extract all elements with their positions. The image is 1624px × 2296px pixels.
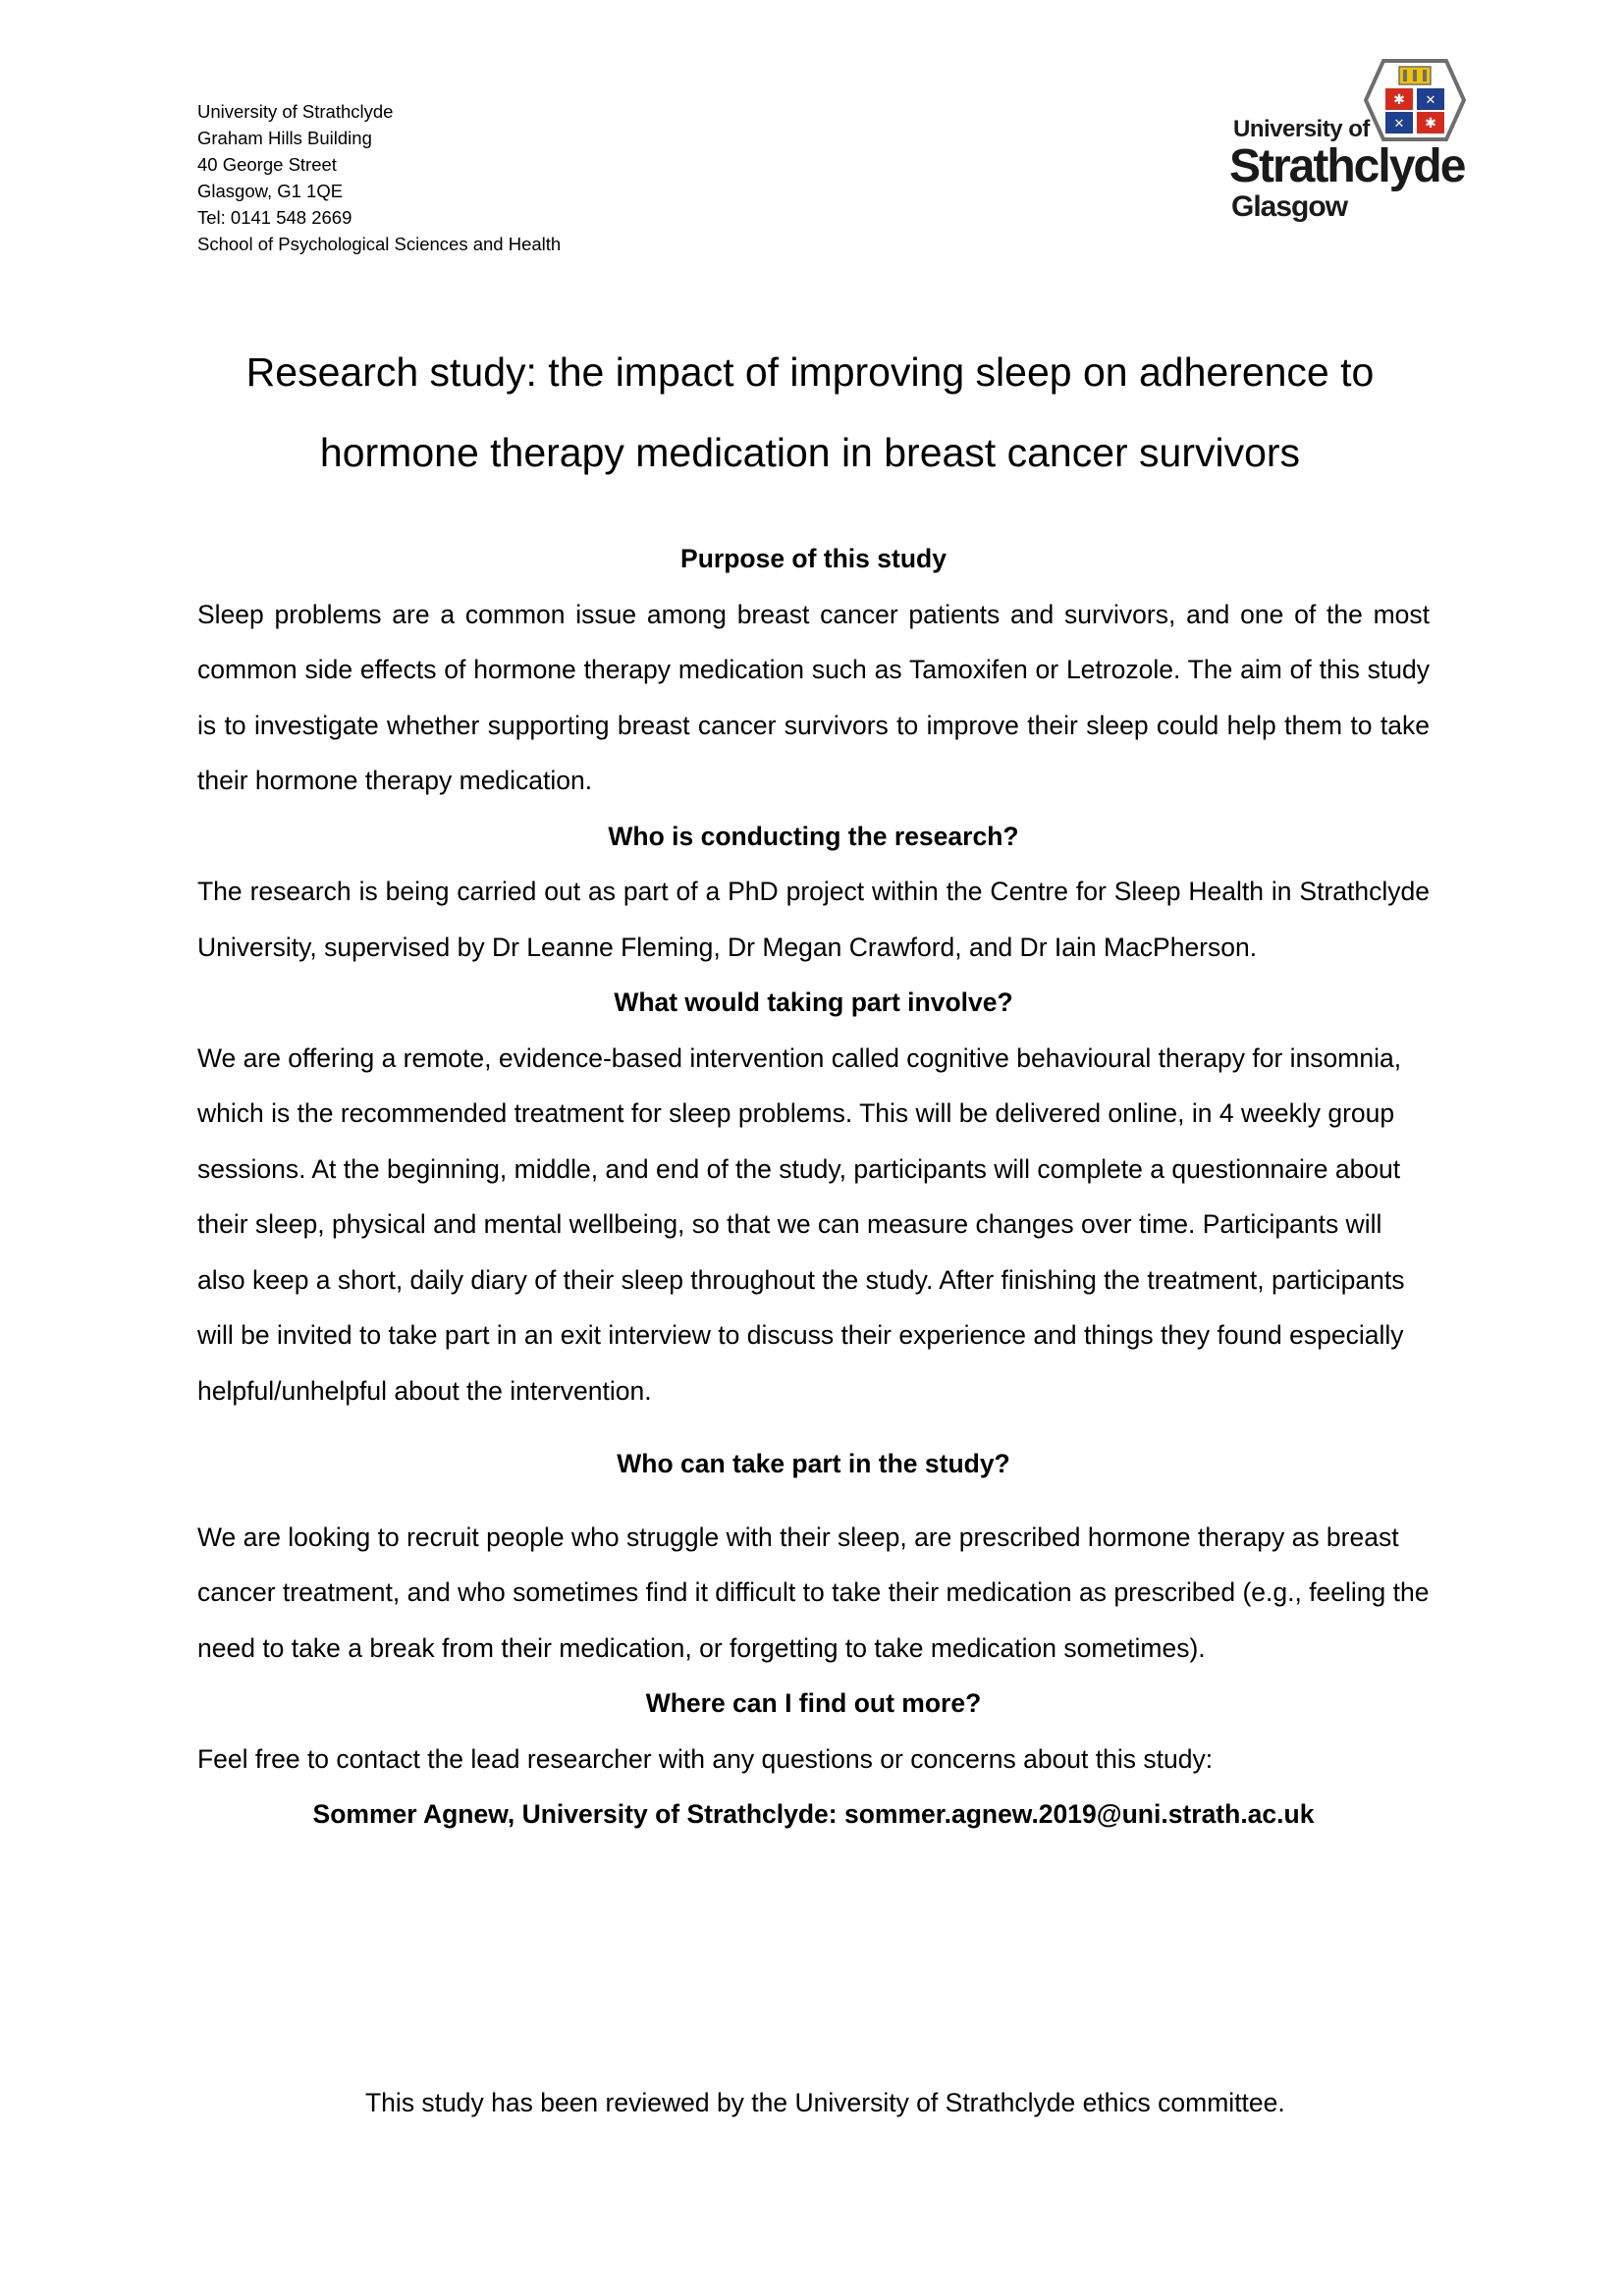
section-heading-find-more: Where can I find out more? bbox=[645, 1688, 982, 1718]
section-heading-eligibility: Who can take part in the study? bbox=[617, 1449, 1010, 1478]
logo-wordmark bbox=[1229, 118, 1464, 222]
svg-text:✕: ✕ bbox=[1425, 93, 1436, 108]
document-title bbox=[196, 332, 1424, 493]
address-line: Graham Hills Building bbox=[197, 128, 372, 148]
section-body-eligibility: We are looking to recruit people who struggle with their sleep, are prescribed hormone therapy as breast cancer treatment, and who sometimes find it difficult to take their medication as prescribed (e.g., feeling the need to take a break from their medication, or forgetting to take medication sometimes). bbox=[197, 1522, 1430, 1663]
researcher-contact: Sommer Agnew, University of Strathclyde: sommer.agnew.2019@uni.strath.ac.uk bbox=[312, 1799, 1315, 1829]
svg-text:✱: ✱ bbox=[1425, 116, 1436, 132]
address-line: 40 George Street bbox=[197, 154, 337, 175]
svg-text:✕: ✕ bbox=[1393, 117, 1405, 132]
university-logo bbox=[1229, 57, 1465, 234]
ethics-statement: This study has been reviewed by the University of Strathclyde ethics committee. bbox=[365, 2088, 1285, 2117]
title-line: hormone therapy medication in breast cancer survivors bbox=[319, 430, 1301, 475]
address-phone: Tel: 0141 548 2669 bbox=[197, 207, 352, 228]
section-heading-purpose: Purpose of this study bbox=[680, 544, 947, 573]
address-school: School of Psychological Sciences and Health bbox=[197, 234, 562, 254]
sender-address bbox=[197, 98, 561, 257]
address-line: University of Strathclyde bbox=[197, 101, 394, 122]
logo-line: University of bbox=[1233, 116, 1370, 142]
section-body-purpose: Sleep problems are a common issue among breast cancer patients and survivors, and one of the most common side effects of hormone therapy medication such as Tamoxifen or Letrozole. The aim of this study is to investigate whether supporting breast cancer survivors to improve their sleep could help them to take their hormone therapy medication. bbox=[197, 599, 1430, 795]
section-body-conducting: The research is being carried out as part of a PhD project within the Centre for Sleep Health in Strathclyde University, supervised by Dr Leanne Fleming, Dr Megan Crawford, and Dr Iain MacPherson. bbox=[197, 877, 1430, 962]
title-line: Research study: the impact of improving sleep on adherence to bbox=[245, 349, 1375, 395]
document-body bbox=[197, 531, 1430, 1842]
logo-line: Strathclyde bbox=[1229, 140, 1465, 192]
section-heading-involve: What would taking part involve? bbox=[614, 988, 1013, 1017]
logo-line: Glasgow bbox=[1231, 190, 1348, 223]
svg-text:✱: ✱ bbox=[1393, 92, 1405, 108]
section-body-find-more: Feel free to contact the lead researcher with any questions or concerns about this study: bbox=[197, 1743, 1214, 1774]
section-body-involve: We are offering a remote, evidence-based intervention called cognitive behavioural therapy for insomnia, which is the recommended treatment for sleep problems. This will be delivered online, in 4 weekly group sessions. At the beginning, middle, and end of the study, participants will complete a questionnaire about their sleep, physical and mental wellbeing, so that we can measure changes over time. Participants will also keep a short, daily diary of their sleep throughout the study. After finishing the treatment, participants will be invited to take part in an exit interview to discuss their experience and things they found especially helpful/unhelpful about the intervention. bbox=[197, 1042, 1405, 1406]
section-heading-conducting: Who is conducting the research? bbox=[608, 821, 1019, 851]
address-line: Glasgow, G1 1QE bbox=[197, 181, 344, 201]
